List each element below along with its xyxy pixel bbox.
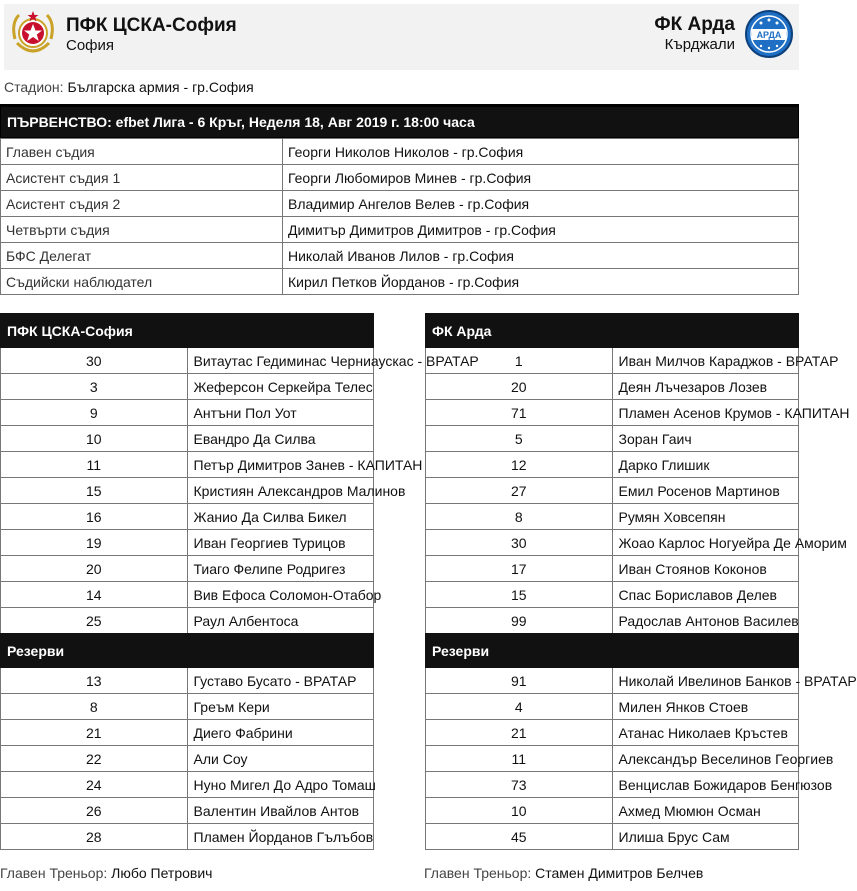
player-name: Румян Ховсепян [612, 504, 799, 530]
home-coach-name: Любо Петрович [111, 865, 213, 881]
player-number: 10 [1, 426, 188, 452]
player-row [426, 582, 799, 608]
player-row [426, 530, 799, 556]
official-row [1, 191, 799, 217]
home-team-name: ПФК ЦСКА-София [66, 15, 237, 36]
player-number: 99 [426, 608, 613, 634]
player-name: Жоао Карлос Ногуейра Де Аморим [612, 530, 799, 556]
player-number: 71 [426, 400, 613, 426]
player-row [1, 452, 374, 478]
player-row [1, 400, 374, 426]
player-number: 12 [426, 452, 613, 478]
player-number: 15 [426, 582, 613, 608]
home-coach-line [0, 864, 212, 882]
player-row [426, 426, 799, 452]
player-name: Вив Ефоса Соломон-Отабор [187, 582, 374, 608]
player-number: 16 [1, 504, 188, 530]
player-row [1, 530, 374, 556]
official-role: Главен съдия [1, 139, 283, 165]
player-row [1, 608, 374, 634]
player-row [426, 556, 799, 582]
away-starters-header-label: ФК Арда [426, 314, 799, 348]
player-name: Витаутас Гедиминас Черниаускас - ВРАТАР [187, 348, 374, 374]
player-name: Пламен Йорданов Гълъбов [187, 824, 374, 850]
official-name: Кирил Петков Йорданов - гр.София [283, 269, 799, 295]
player-number: 11 [426, 746, 613, 772]
player-row [426, 478, 799, 504]
player-name: Диего Фабрини [187, 720, 374, 746]
player-number: 5 [426, 426, 613, 452]
stadium-label: Стадион: [4, 79, 64, 95]
championship-bar [0, 104, 799, 138]
championship-label: ПЪРВЕНСТВО: [7, 114, 112, 130]
player-number: 4 [426, 694, 613, 720]
player-name: Греъм Кери [187, 694, 374, 720]
official-row [1, 243, 799, 269]
cska-crest-icon [8, 8, 58, 62]
away-coach-label: Главен Треньор: [424, 865, 532, 881]
official-name: Николай Иванов Лилов - гр.София [283, 243, 799, 269]
player-row [426, 694, 799, 720]
player-name: Тиаго Фелипе Родригез [187, 556, 374, 582]
player-row [1, 746, 374, 772]
player-name: Жеферсон Серкейра Телес [187, 374, 374, 400]
arda-crest-icon [743, 8, 795, 60]
player-row [426, 348, 799, 374]
player-number: 25 [1, 608, 188, 634]
player-row [1, 478, 374, 504]
away-reserves-header-label: Резерви [426, 634, 799, 668]
player-number: 8 [426, 504, 613, 530]
player-row [1, 668, 374, 694]
player-row [1, 798, 374, 824]
player-name: Антъни Пол Уот [187, 400, 374, 426]
player-row [426, 798, 799, 824]
player-row [426, 746, 799, 772]
player-number: 10 [426, 798, 613, 824]
player-name: Дарко Глишик [612, 452, 799, 478]
player-number: 11 [1, 452, 188, 478]
player-row [1, 720, 374, 746]
player-number: 22 [1, 746, 188, 772]
player-number: 1 [426, 348, 613, 374]
official-row [1, 217, 799, 243]
player-row [426, 772, 799, 798]
official-row [1, 269, 799, 295]
player-number: 24 [1, 772, 188, 798]
player-name: Густаво Бусато - ВРАТАР [187, 668, 374, 694]
home-team-city: София [66, 37, 115, 54]
home-coach-label: Главен Треньор: [0, 865, 108, 881]
official-row [1, 165, 799, 191]
player-name: Деян Лъчезаров Лозев [612, 374, 799, 400]
player-name: Иван Георгиев Турицов [187, 530, 374, 556]
player-number: 9 [1, 400, 188, 426]
home-team-block [8, 8, 237, 62]
home-starters-header [1, 314, 374, 348]
player-name: Али Соу [187, 746, 374, 772]
player-row [1, 824, 374, 850]
away-reserves-header [426, 634, 799, 668]
player-row [1, 348, 374, 374]
player-row [426, 504, 799, 530]
player-row [426, 374, 799, 400]
player-row [1, 426, 374, 452]
player-row [426, 452, 799, 478]
away-starters-table [425, 313, 850, 634]
player-name: Иван Стоянов Коконов [612, 556, 799, 582]
player-row [1, 772, 374, 798]
player-name: Жанио Да Силва Бикел [187, 504, 374, 530]
player-number: 20 [1, 556, 188, 582]
official-role: Съдийски наблюдател [1, 269, 283, 295]
player-name: Валентин Ивайлов Антов [187, 798, 374, 824]
match-header [4, 4, 799, 70]
home-reserves-header [1, 634, 374, 668]
player-number: 3 [1, 374, 188, 400]
away-reserves-table [425, 633, 857, 850]
player-number: 21 [1, 720, 188, 746]
player-number: 45 [426, 824, 613, 850]
player-row [1, 694, 374, 720]
official-role: Асистент съдия 1 [1, 165, 283, 191]
official-name: Владимир Ангелов Велев - гр.София [283, 191, 799, 217]
player-row [426, 720, 799, 746]
player-name: Александър Веселинов Георгиев [612, 746, 799, 772]
officials-table [0, 138, 799, 295]
player-number: 28 [1, 824, 188, 850]
player-row [1, 582, 374, 608]
player-name: Кристиян Александров Малинов [187, 478, 374, 504]
player-name: Николай Ивелинов Банков - ВРАТАР [612, 668, 799, 694]
player-number: 8 [1, 694, 188, 720]
home-reserves-header-label: Резерви [1, 634, 374, 668]
away-starters-header [426, 314, 799, 348]
player-name: Зоран Гаич [612, 426, 799, 452]
player-row [1, 556, 374, 582]
player-number: 21 [426, 720, 613, 746]
player-number: 30 [426, 530, 613, 556]
home-reserves-table [0, 633, 374, 850]
official-role: БФС Делегат [1, 243, 283, 269]
stadium-line [4, 78, 254, 96]
player-name: Иван Милчов Караджов - ВРАТАР [612, 348, 799, 374]
player-row [1, 504, 374, 530]
official-name: Димитър Димитров Димитров - гр.София [283, 217, 799, 243]
player-number: 13 [1, 668, 188, 694]
player-name: Евандро Да Силва [187, 426, 374, 452]
player-number: 20 [426, 374, 613, 400]
player-name: Пламен Асенов Крумов - КАПИТАН [612, 400, 799, 426]
away-team-name: ФК Арда [654, 14, 735, 35]
player-name: Емил Росенов Мартинов [612, 478, 799, 504]
away-coach-line [424, 864, 703, 882]
player-name: Нуно Мигел До Адро Томаш [187, 772, 374, 798]
player-row [426, 824, 799, 850]
official-role: Четвърти съдия [1, 217, 283, 243]
arda-crest-text: АРДА [756, 30, 782, 40]
player-name: Атанас Николаев Кръстев [612, 720, 799, 746]
player-name: Спас Бориславов Делев [612, 582, 799, 608]
player-number: 15 [1, 478, 188, 504]
player-name: Илиша Брус Сам [612, 824, 799, 850]
player-number: 30 [1, 348, 188, 374]
player-name: Петър Димитров Занев - КАПИТАН [187, 452, 374, 478]
away-coach-name: Стамен Димитров Белчев [535, 865, 704, 881]
official-role: Асистент съдия 2 [1, 191, 283, 217]
away-team-block [654, 8, 795, 60]
player-row [1, 374, 374, 400]
player-name: Милен Янков Стоев [612, 694, 799, 720]
away-team-city: Кърджали [664, 36, 735, 53]
player-name: Радослав Антонов Василев [612, 608, 799, 634]
player-number: 14 [1, 582, 188, 608]
player-name: Раул Албентоса [187, 608, 374, 634]
player-row [426, 400, 799, 426]
player-number: 26 [1, 798, 188, 824]
player-name: Ахмед Мюмюн Осман [612, 798, 799, 824]
official-name: Георги Николов Николов - гр.София [283, 139, 799, 165]
player-number: 73 [426, 772, 613, 798]
player-row [426, 608, 799, 634]
player-row [426, 668, 799, 694]
player-number: 17 [426, 556, 613, 582]
official-row [1, 139, 799, 165]
player-number: 91 [426, 668, 613, 694]
official-name: Георги Любомиров Минев - гр.София [283, 165, 799, 191]
championship-value: efbet Лига - 6 Кръг, Неделя 18, Авг 2019 г. 18:00 часа [115, 114, 475, 130]
stadium-value: Българска армия - гр.София [67, 79, 254, 95]
player-number: 19 [1, 530, 188, 556]
player-name: Венцислав Божидаров Бенгюзов [612, 772, 799, 798]
player-number: 27 [426, 478, 613, 504]
home-starters-header-label: ПФК ЦСКА-София [1, 314, 374, 348]
